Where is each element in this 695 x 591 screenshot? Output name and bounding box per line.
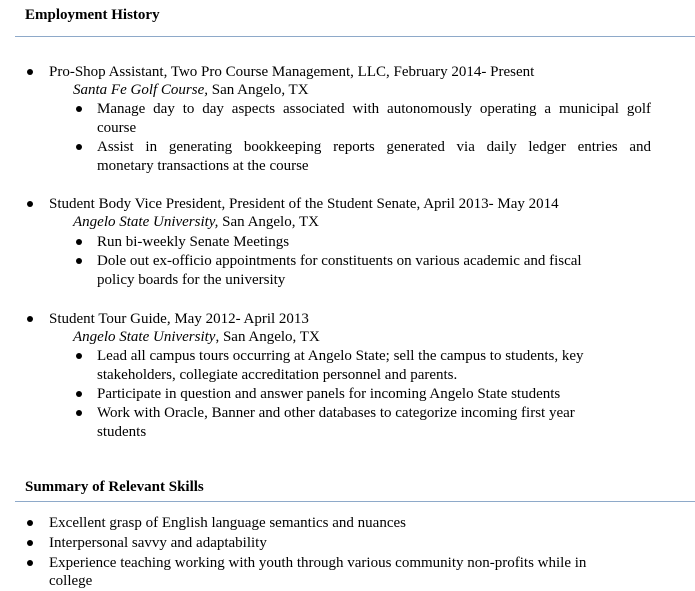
- job-duty: Lead all campus tours occurring at Angelo State; sell the campus to students, key: [97, 348, 584, 364]
- skill-item: Interpersonal savvy and adaptability: [49, 535, 267, 551]
- employer-location: , San Angelo, TX: [215, 329, 320, 345]
- job-duty: Participate in question and answer panels for incoming Angelo State students: [97, 386, 561, 402]
- section-divider: [15, 36, 695, 37]
- skill-item-continued: college: [49, 573, 93, 589]
- bullet-icon: [76, 353, 82, 359]
- job-employer: [73, 328, 320, 347]
- job-duty-continued: policy boards for the university: [97, 272, 286, 288]
- job-employer: [73, 213, 319, 232]
- job-title: Pro-Shop Assistant, Two Pro Course Management, LLC, February 2014- Present: [49, 64, 535, 80]
- job-duty: Dole out ex-officio appointments for constituents on various academic and fiscal: [97, 253, 582, 269]
- bullet-icon: [27, 316, 33, 322]
- bullet-icon: [76, 258, 82, 264]
- employer-location: San Angelo, TX: [208, 82, 309, 98]
- bullet-icon: [27, 540, 33, 546]
- bullet-icon: [76, 144, 82, 150]
- skill-item: Experience teaching working with youth through various community non-profits while in: [49, 555, 587, 571]
- employment-history-heading: Employment History: [25, 7, 160, 23]
- bullet-icon: [76, 391, 82, 397]
- employer-location: San Angelo, TX: [218, 214, 319, 230]
- skills-heading: Summary of Relevant Skills: [25, 479, 204, 495]
- bullet-icon: [27, 560, 33, 566]
- skill-item: Excellent grasp of English language semantics and nuances: [49, 515, 406, 531]
- employer-name: Angelo State University,: [73, 214, 219, 230]
- section-divider: [15, 501, 695, 502]
- job-duty: Run bi-weekly Senate Meetings: [97, 234, 290, 250]
- bullet-icon: [27, 520, 33, 526]
- job-duty-continued: students: [97, 424, 147, 440]
- job-employer: [73, 81, 309, 100]
- job-title: Student Body Vice President, President of the Student Senate, April 2013- May 2014: [49, 196, 559, 212]
- job-duty: Assist in generating bookkeeping reports generated via daily ledger entries and: [97, 139, 651, 155]
- bullet-icon: [27, 69, 33, 75]
- job-duty-continued: monetary transactions at the course: [97, 158, 309, 174]
- job-duty-continued: course: [97, 120, 137, 136]
- bullet-icon: [76, 106, 82, 112]
- job-duty: Work with Oracle, Banner and other databases to categorize incoming first year: [97, 405, 575, 421]
- bullet-icon: [27, 201, 33, 207]
- job-duty: Manage day to day aspects associated with autonomously operating a municipal golf: [97, 101, 651, 117]
- bullet-icon: [76, 239, 82, 245]
- job-title: Student Tour Guide, May 2012- April 2013: [49, 311, 309, 327]
- bullet-icon: [76, 410, 82, 416]
- employer-name: Angelo State University: [73, 329, 216, 345]
- job-duty-continued: stakeholders, collegiate accreditation personnel and parents.: [97, 367, 458, 383]
- employer-name: Santa Fe Golf Course,: [73, 82, 208, 98]
